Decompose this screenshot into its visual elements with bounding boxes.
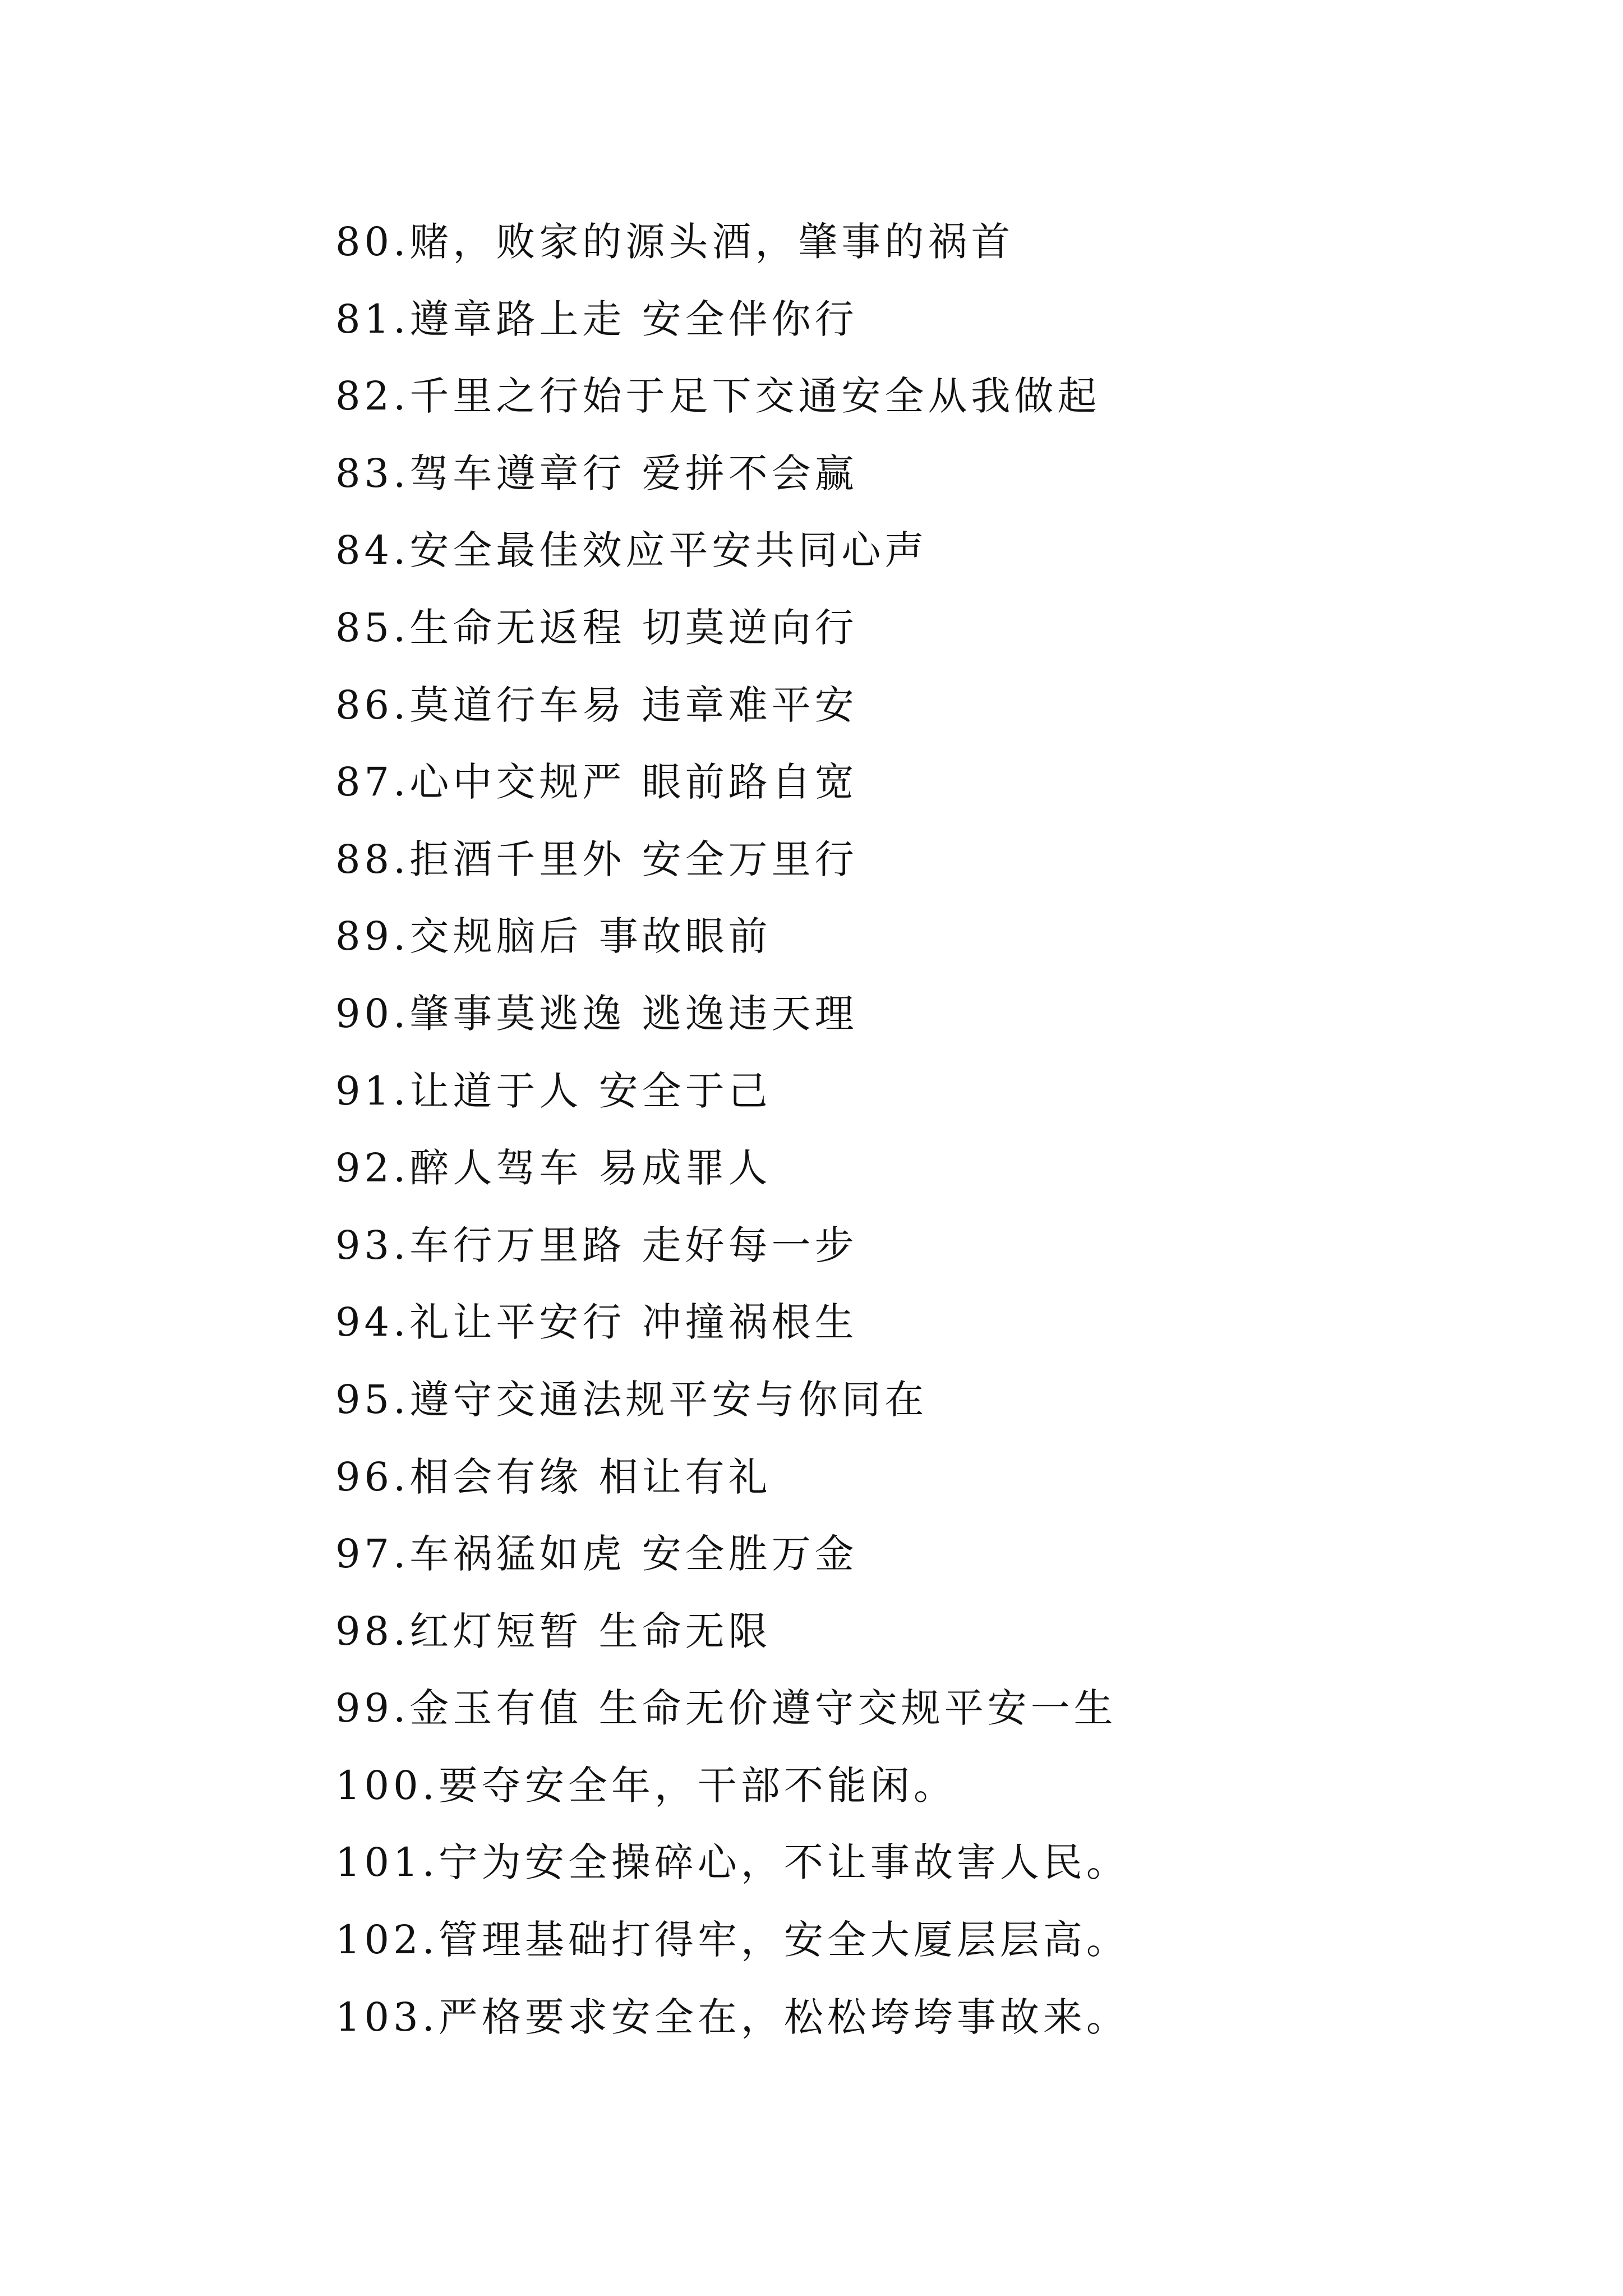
slogan-line-99: 99.金玉有值 生命无价遵守交规平安一生 <box>335 1685 1117 1732</box>
slogan-line-91: 91.让道于人 安全于己 <box>335 1068 772 1114</box>
slogan-line-83: 83.驾车遵章行 爱拼不会赢 <box>335 450 858 496</box>
slogan-line-103: 103.严格要求安全在，松松垮垮事故来。 <box>335 1994 1129 2040</box>
slogan-line-102: 102.管理基础打得牢，安全大厦层层高。 <box>335 1917 1129 1963</box>
slogan-line-93: 93.车行万里路 走好每一步 <box>335 1222 858 1268</box>
slogan-line-84: 84.安全最佳效应平安共同心声 <box>335 527 928 574</box>
slogan-line-89: 89.交规脑后 事故眼前 <box>335 913 772 960</box>
slogan-line-82: 82.千里之行始于足下交通安全从我做起 <box>335 373 1101 420</box>
slogan-line-101: 101.宁为安全操碎心，不让事故害人民。 <box>335 1839 1129 1886</box>
slogan-line-92: 92.醉人驾车 易成罪人 <box>335 1145 772 1191</box>
slogan-line-87: 87.心中交规严 眼前路自宽 <box>335 759 858 806</box>
slogan-list <box>335 218 1513 2070</box>
slogan-line-80: 80.赌，败家的源头酒，肇事的祸首 <box>335 219 1015 265</box>
slogan-line-81: 81.遵章路上走 安全伴你行 <box>335 296 858 342</box>
slogan-line-97: 97.车祸猛如虎 安全胜万金 <box>335 1531 858 1577</box>
slogan-line-94: 94.礼让平安行 冲撞祸根生 <box>335 1299 858 1346</box>
slogan-line-96: 96.相会有缘 相让有礼 <box>335 1453 772 1500</box>
slogan-line-86: 86.莫道行车易 违章难平安 <box>335 682 858 728</box>
slogan-line-100: 100.要夺安全年，干部不能闲。 <box>335 1762 957 1809</box>
slogan-line-90: 90.肇事莫逃逸 逃逸违天理 <box>335 990 858 1037</box>
slogan-line-95: 95.遵守交通法规平安与你同在 <box>335 1376 928 1423</box>
slogan-line-98: 98.红灯短暂 生命无限 <box>335 1608 772 1654</box>
slogan-line-88: 88.拒酒千里外 安全万里行 <box>335 836 858 882</box>
slogan-line-85: 85.生命无返程 切莫逆向行 <box>335 604 858 651</box>
